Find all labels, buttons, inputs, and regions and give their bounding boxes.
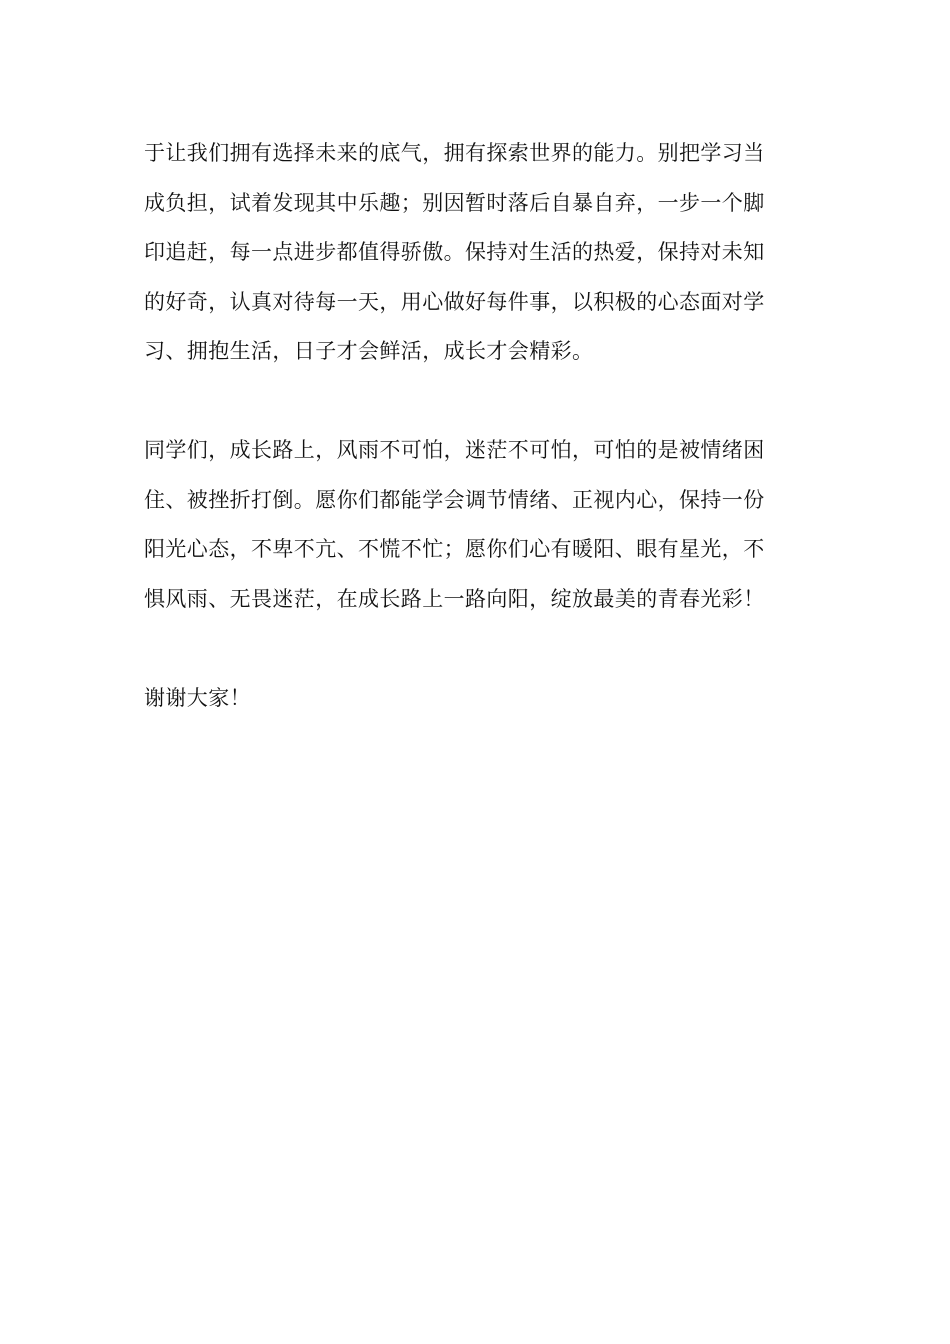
paragraph-line: 成负担，试着发现其中乐趣；别因暂时落后自暴自弃，一步一个脚 [144, 190, 765, 215]
paragraph-2 [144, 426, 808, 624]
paragraph-line: 于让我们拥有选择未来的底气，拥有探索世界的能力。别把学习当 [144, 141, 765, 165]
paragraph-line: 住、被挫折打倒。愿你们都能学会调节情绪、正视内心，保持一份 [144, 487, 765, 512]
paragraph-line: 同学们，成长路上，风雨不可怕，迷茫不可怕，可怕的是被情绪困 [144, 438, 765, 462]
paragraph-1 [144, 129, 808, 377]
paragraph-line: 惧风雨、无畏迷茫，在成长路上一路向阳，绽放最美的青春光彩！ [144, 586, 765, 611]
paragraph-line: 阳光心态，不卑不亢、不慌不忙；愿你们心有暖阳、眼有星光，不 [144, 537, 765, 561]
paragraph-line: 习、拥抱生活，日子才会鲜活，成长才会精彩。 [144, 339, 594, 363]
closing-text: 谢谢大家！ [144, 686, 251, 710]
paragraph-line: 印追赶，每一点进步都值得骄傲。保持对生活的热爱，保持对未知 [144, 240, 765, 264]
paragraph-line: 的好奇，认真对待每一天，用心做好每件事，以积极的心态面对学 [144, 289, 765, 314]
closing-line [144, 674, 808, 724]
